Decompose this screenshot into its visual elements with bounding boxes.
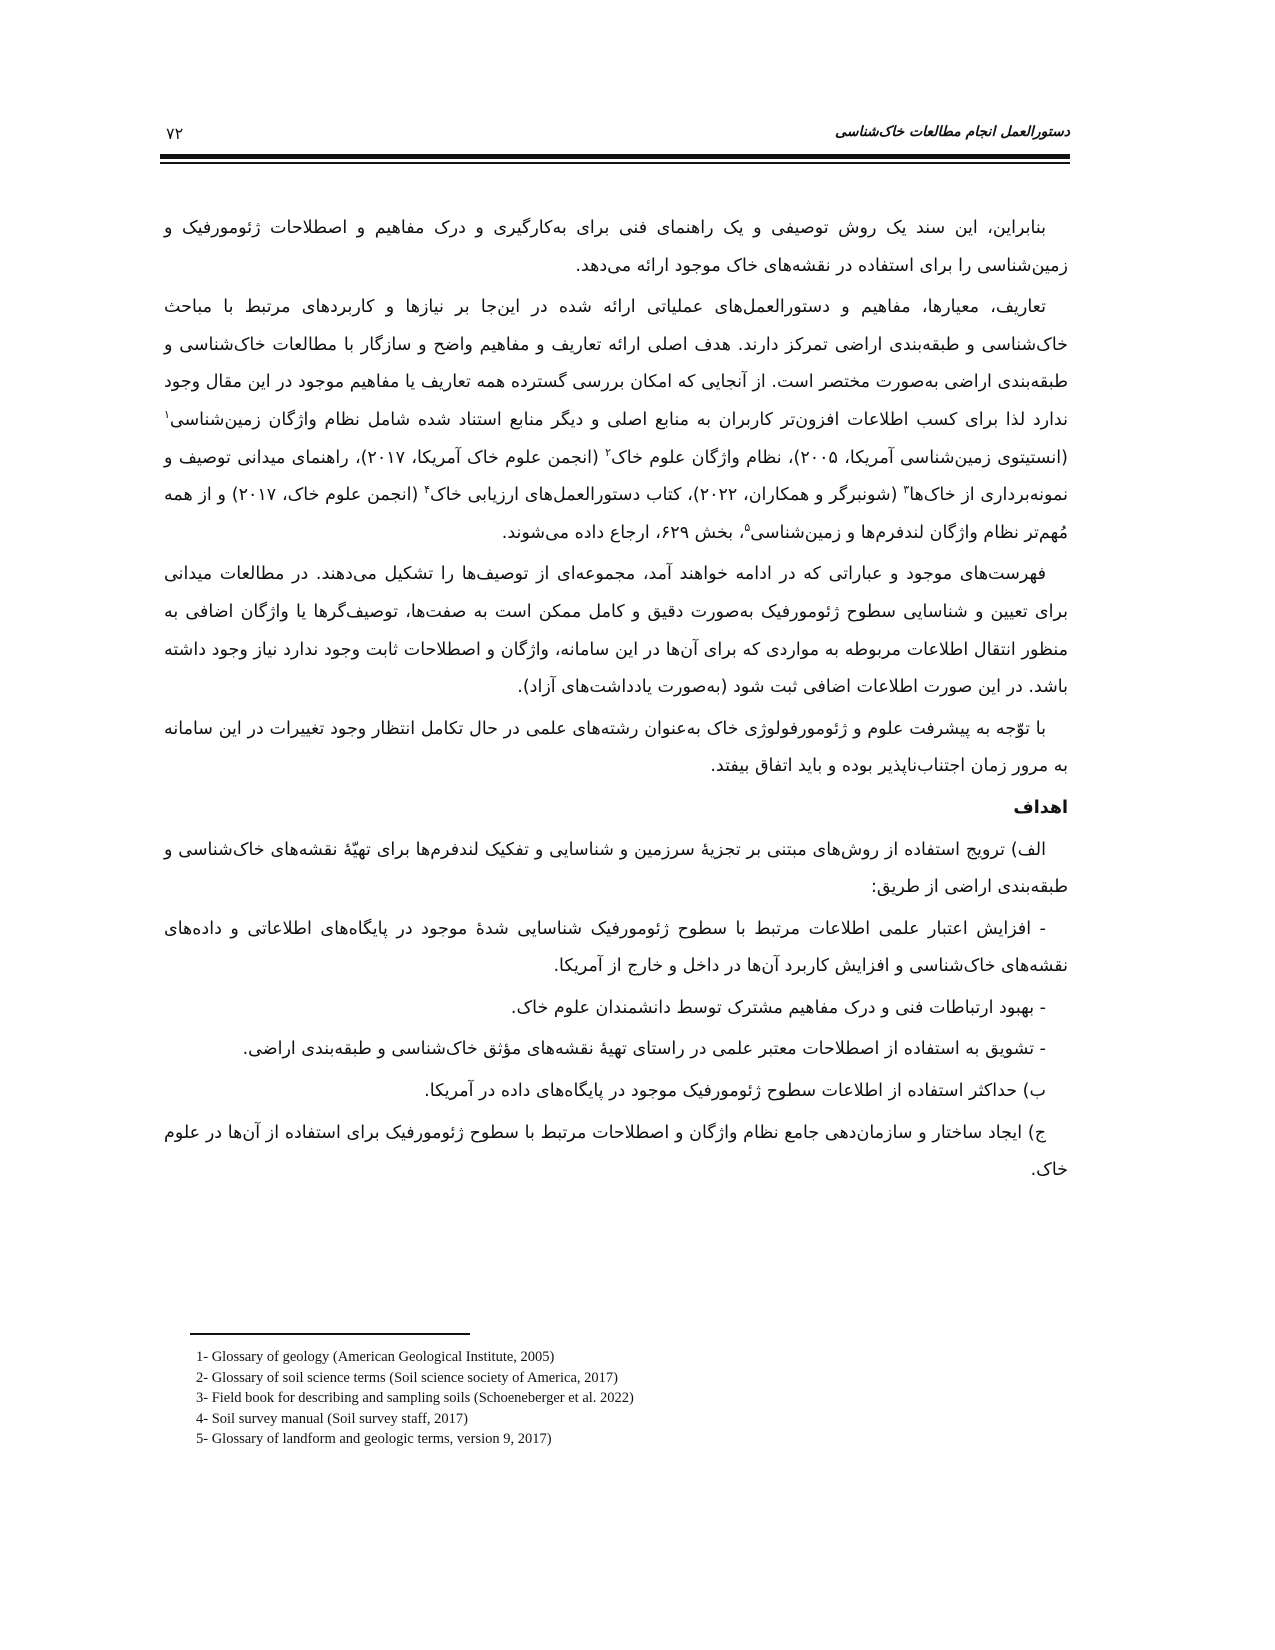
paragraph-1: بنابراین، این سند یک روش توصیفی و یک راهنمای فنی برای به‌کارگیری و درک مفاهیم و اصطلاحات ژئومورفیک و زمین‌شناسی را برای استفاده در نقشه‌های خاک موجود ارائه می‌دهد. xyxy=(164,218,1068,276)
footnote-separator xyxy=(190,1333,470,1335)
footnote-ref-2: ۲ xyxy=(605,445,612,459)
objective-b: ب) حداکثر استفاده از اطلاعات سطوح ژئومورفیک موجود در پایگاه‌های داده در آمریکا. xyxy=(424,1081,1046,1102)
objective-a: الف) ترویج استفاده از روش‌های مبتنی بر تجزیهٔ سرزمین و شناسایی و تفکیک لندفرم‌ها برای تهیّهٔ نقشه‌های خاک‌شناسی و طبقه‌بندی اراضی از طریق: xyxy=(164,839,1068,898)
footnote-ref-1: ۱ xyxy=(164,408,170,422)
footnotes xyxy=(196,1347,896,1450)
objective-a-item-3: - تشویق به استفاده از اصطلاحات معتبر علمی در راستای تهیهٔ نقشه‌های مؤثق خاک‌شناسی و طبقه‌بندی اراضی. xyxy=(242,1039,1046,1060)
footnote-3: 3- Field book for describing and sampling soils (Schoeneberger et al. 2022) xyxy=(196,1390,634,1407)
running-title: دستورالعمل انجام مطالعات خاک‌شناسی xyxy=(835,124,1070,140)
footnote-1: 1- Glossary of geology (American Geological Institute, 2005) xyxy=(196,1349,555,1365)
paragraph-2-part-1: تعاریف، معیارها، مفاهیم و دستورالعمل‌های عملیاتی ارائه شده در این‌جا بر نیازها و کاربردهای مرتبط با مباحث خاک‌شناسی و طبقه‌بندی اراضی تمرکز دارند. هدف اصلی ارائه تعاریف و مفاهیم واضح و سازگار با مطالعات خاک‌شناسی و طبقه‌بندی اراضی به‌صورت مختصر است. از آنجایی که امکان بررسی گسترده همه تعاریف یا مفاهیم موجود در این مقال وجود ندارد لذا برای کسب اطلاعات افزون‌تر کاربران به منابع اصلی و دیگر منابع استناد شده شامل نظام واژگان زمین‌شناسی xyxy=(164,297,1068,430)
paragraph-4: با توّجه به پیشرفت علوم و ژئومورفولوژی خاک به‌عنوان رشته‌های علمی در حال تکامل انتظار وجود تغییرات در این سامانه به مرور زمان اجتناب‌ناپذیر بوده و باید اتفاق بیفتد. xyxy=(164,718,1068,777)
header-rule-thin xyxy=(160,162,1070,164)
objective-a-item-1: - افزایش اعتبار علمی اطلاعات مرتبط با سطوح ژئومورفیک شناسایی شدهٔ موجود در پایگاه‌های اطلاعاتی و داده‌های نقشه‌های خاک‌شناسی و افزایش کاربرد آن‌ها در داخل و خارج از آمریکا. xyxy=(164,918,1068,977)
body-text xyxy=(164,210,1068,1194)
footnote-5: 5- Glossary of landform and geologic terms, version 9, 2017) xyxy=(196,1431,552,1448)
objective-c: ج) ایجاد ساختار و سازمان‌دهی جامع نظام واژگان و اصطلاحات مرتبط با سطوح ژئومورفیک برای استفاده از آن‌ها در علوم خاک. xyxy=(164,1122,1068,1181)
paragraph-2 xyxy=(164,289,1068,552)
page-header xyxy=(160,124,1070,146)
paragraph-2-part-4: (شونبرگر و همکاران، ۲۰۲۲)، کتاب دستورالعمل‌های ارزیابی خاک xyxy=(430,485,904,506)
header-rule-thick xyxy=(160,154,1070,159)
objective-a-item-2: - بهبود ارتباطات فنی و درک مفاهیم مشترک توسط دانشمندان علوم خاک. xyxy=(510,997,1046,1018)
footnote-4: 4- Soil survey manual (Soil survey staff, 2017) xyxy=(196,1410,468,1427)
paragraph-2-part-5: (انجمن علوم خاک، ۲۰۱۷) و از همه مُهم‌تر نظام واژگان لندفرم‌ها و زمین‌شناسی xyxy=(164,485,1068,543)
footnote-ref-3: ۳ xyxy=(903,483,910,497)
footnote-2: 2- Glossary of soil science terms (Soil science society of America, 2017) xyxy=(196,1369,618,1386)
footnote-ref-4: ۴ xyxy=(424,483,431,497)
paragraph-2-part-3: (انجمن علوم خاک آمریکا، ۲۰۱۷)، راهنمای میدانی توصیف و نمونه‌برداری از خاک‌ها xyxy=(164,447,1068,506)
page-number: ۷۲ xyxy=(166,124,184,143)
section-heading-objectives: اهداف xyxy=(1013,797,1068,818)
paragraph-2-part-2: (انستیتوی زمین‌شناسی آمریکا، ۲۰۰۵)، نظام واژگان علوم خاک xyxy=(611,447,1068,468)
paragraph-2-part-6: ، بخش ۶۲۹، ارجاع داده می‌شوند. xyxy=(501,522,745,543)
footnote-ref-5: ۵ xyxy=(744,520,751,534)
paragraph-3: فهرست‌های موجود و عباراتی که در ادامه خواهند آمد، مجموعه‌ای از توصیف‌ها را تشکیل می‌دهند. در مطالعات میدانی برای تعیین و شناسایی سطوح ژئومورفیک به‌صورت دقیق و کامل ممکن است به صفت‌ها، توصیف‌گرها یا واژگان اضافی به منظور انتقال اطلاعات مربوطه به مواردی که برای آن‌ها در این سامانه، واژگان و اصطلاحات ثابت وجود ندارد نیاز وجود داشته باشد. در این صورت اطلاعات اضافی ثبت شود (به‌صورت یادداشت‌های آزاد). xyxy=(164,564,1068,698)
